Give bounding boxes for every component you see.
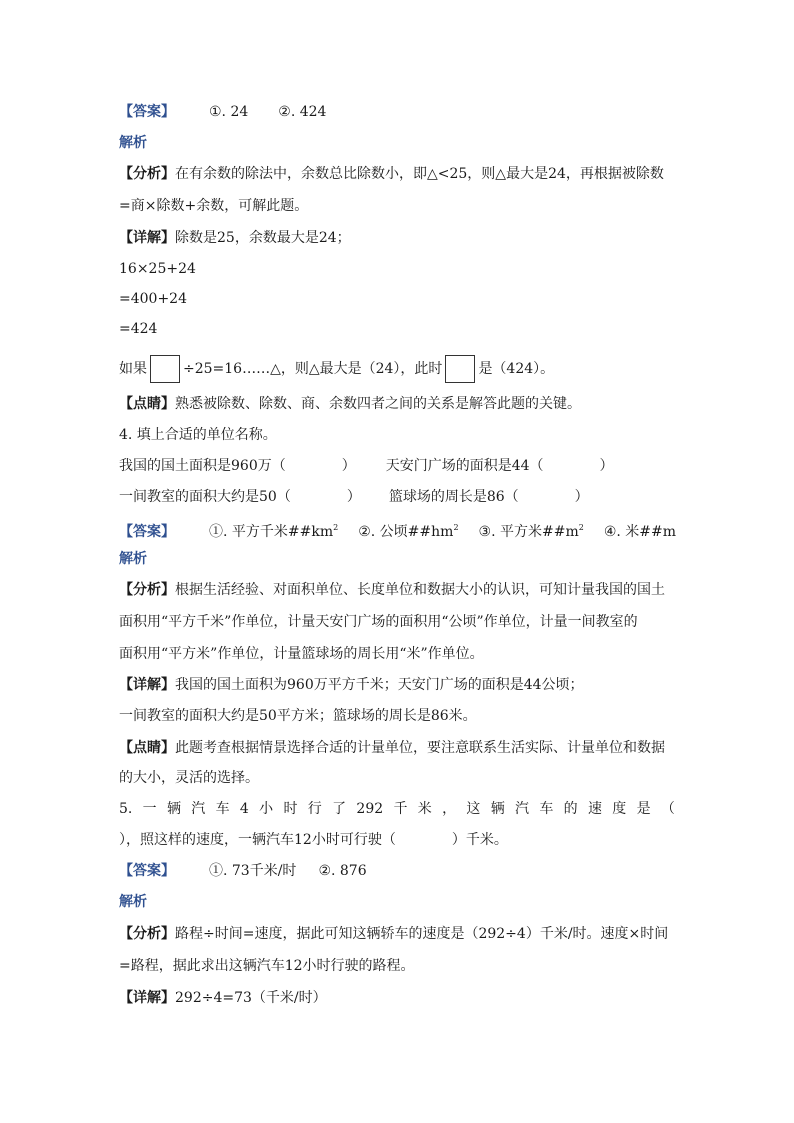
q4-dianjing-1: [119, 738, 665, 758]
q3-xiangjie-text: 除数是25，余数最大是24；: [175, 230, 351, 246]
q5-fenxi-text-1: 路程÷时间=速度，据此可知这辆轿车的速度是（292÷4）千米/时。速度×时间: [175, 926, 669, 942]
q3-calc-1: 16×25+24: [119, 261, 196, 277]
q3-result-a: 如果: [119, 361, 147, 377]
q5-title-char: 辆: [490, 801, 505, 817]
q5-title-char: 小: [259, 801, 274, 817]
answer-label: 【答案】: [119, 863, 175, 879]
q5-title-char: 千: [393, 801, 408, 817]
superscript: 2: [578, 523, 584, 532]
q4-fenxi-text-1: 根据生活经验、对面积单位、长度单位和数据大小的认识，可知计量我国的国土: [175, 582, 665, 598]
q3-result-b: ÷25=16……△，则△最大是（24），此时: [183, 361, 443, 377]
q4-row1-left: 我国的国土面积是960万（ ）: [119, 458, 356, 474]
q3-calc-2: =400+24: [119, 291, 187, 307]
q4-answer-line: [119, 518, 676, 542]
q5-fenxi-1: [119, 924, 668, 944]
q5-title-char: 的: [563, 801, 578, 817]
q5-xiangjie-text-1: 292÷4=73（千米/时）: [175, 990, 327, 1006]
q3-dianjing-text: 熟悉被除数、除数、商、余数四者之间的关系是解答此题的关键。: [175, 396, 581, 412]
q3-fenxi-2: =商×除数+余数，可解此题。: [119, 198, 309, 214]
q4-answer-1: ①. 平方千米##km: [209, 524, 334, 540]
q5-title-char: 行: [307, 801, 322, 817]
q5-answer-1: ①. 73千米/时: [209, 863, 297, 879]
superscript: 2: [333, 523, 339, 532]
q3-fenxi-text-1: 在有余数的除法中，余数总比除数小，即△<25，则△最大是24，再根据被除数: [175, 166, 664, 182]
q5-title-char: 速: [587, 801, 602, 817]
q4-xiangjie-text-1: 我国的国土面积为960万平方千米；天安门广场的面积是44公顷；: [175, 677, 584, 693]
fenxi-label: 【分析】: [119, 926, 175, 942]
blank-box: [445, 355, 475, 383]
dianjing-label: 【点睛】: [119, 740, 175, 756]
q5-title-char: 292: [356, 801, 384, 817]
dianjing-label: 【点睛】: [119, 396, 175, 412]
fenxi-label: 【分析】: [119, 166, 175, 182]
q3-answer-line: [119, 102, 326, 122]
answer-label: 【答案】: [119, 524, 175, 540]
q5-title-char: 米: [417, 801, 432, 817]
answer-label: 【答案】: [119, 104, 175, 120]
q5-fenxi-2: =路程，据此求出这辆汽车12小时行驶的路程。: [119, 958, 415, 974]
q5-title-char: ，: [442, 801, 457, 817]
xiangjie-label: 【详解】: [119, 990, 175, 1006]
xiangjie-label: 【详解】: [119, 230, 175, 246]
q4-dianjing-text-1: 此题考查根据情景选择合适的计量单位，要注意联系生活实际、计量单位和数据: [175, 740, 665, 756]
q5-title-char: 汽: [515, 801, 530, 817]
q4-row2-right: 篮球场的周长是86（ ）: [388, 489, 589, 505]
q4-row2-left: 一间教室的面积大约是50（ ）: [119, 489, 361, 505]
q3-xiangjie-1: [119, 228, 351, 248]
q3-answer-1: ①. 24: [209, 104, 249, 120]
q4-row-1: [119, 456, 614, 476]
q5-title-char: 了: [332, 801, 347, 817]
fenxi-label: 【分析】: [119, 582, 175, 598]
q5-title-char: 5.: [119, 801, 133, 817]
q5-answer-line: [119, 861, 367, 881]
q4-title: 4. 填上合适的单位名称。: [119, 427, 277, 443]
xiangjie-label: 【详解】: [119, 677, 175, 693]
analysis-heading: 解析: [119, 135, 147, 151]
q4-fenxi-1: [119, 580, 665, 600]
q3-fenxi-1: [119, 164, 664, 184]
q4-fenxi-3: 面积用“平方米”作单位，计量篮球场的周长用“米”作单位。: [119, 646, 484, 662]
superscript: 2: [453, 523, 459, 532]
q5-title: [119, 799, 675, 819]
q4-answer-2: ②. 公顷##hm: [358, 524, 454, 540]
q4-row1-right: 天安门广场的面积是44（ ）: [385, 458, 614, 474]
q5-title-char: 是: [636, 801, 651, 817]
q5-title-char: 车: [215, 801, 230, 817]
q3-result-c: 是（424）。: [478, 361, 555, 377]
analysis-heading: 解析: [119, 551, 147, 567]
q5-title-char: 车: [539, 801, 554, 817]
q5-title-char: 辆: [166, 801, 181, 817]
q5-title-char: （: [660, 801, 675, 817]
q3-calc-3: =424: [119, 321, 158, 337]
q4-xiangjie-1: [119, 675, 584, 695]
q4-fenxi-2: 面积用“平方千米”作单位，计量天安门广场的面积用“公顷”作单位，计量一间教室的: [119, 614, 638, 630]
q3-dianjing: [119, 394, 581, 414]
q5-title-char: 时: [283, 801, 298, 817]
q5-xiangjie-1: [119, 988, 327, 1008]
q5-title-char: 度: [612, 801, 627, 817]
q5-answer-2: ②. 876: [318, 863, 367, 879]
q5-title-2: ），照这样的速度，一辆汽车12小时可行驶（ ）千米。: [119, 832, 508, 848]
analysis-heading: 解析: [119, 894, 147, 910]
q3-result-line: [119, 355, 554, 383]
q4-dianjing-2: 的大小，灵活的选择。: [119, 770, 259, 786]
q5-title-char: 一: [142, 801, 157, 817]
q4-answer-3: ③. 平方米##m: [478, 524, 579, 540]
q4-xiangjie-2: 一间教室的面积大约是50平方米；篮球场的周长是86米。: [119, 708, 477, 724]
q4-answer-4: ④. 米##m: [603, 524, 676, 540]
blank-box: [150, 355, 180, 383]
q5-title-char: 4: [239, 801, 249, 817]
q5-title-char: 汽: [191, 801, 206, 817]
q3-answer-2: ②. 424: [278, 104, 327, 120]
q5-title-char: 这: [466, 801, 481, 817]
q4-row-2: [119, 487, 589, 507]
